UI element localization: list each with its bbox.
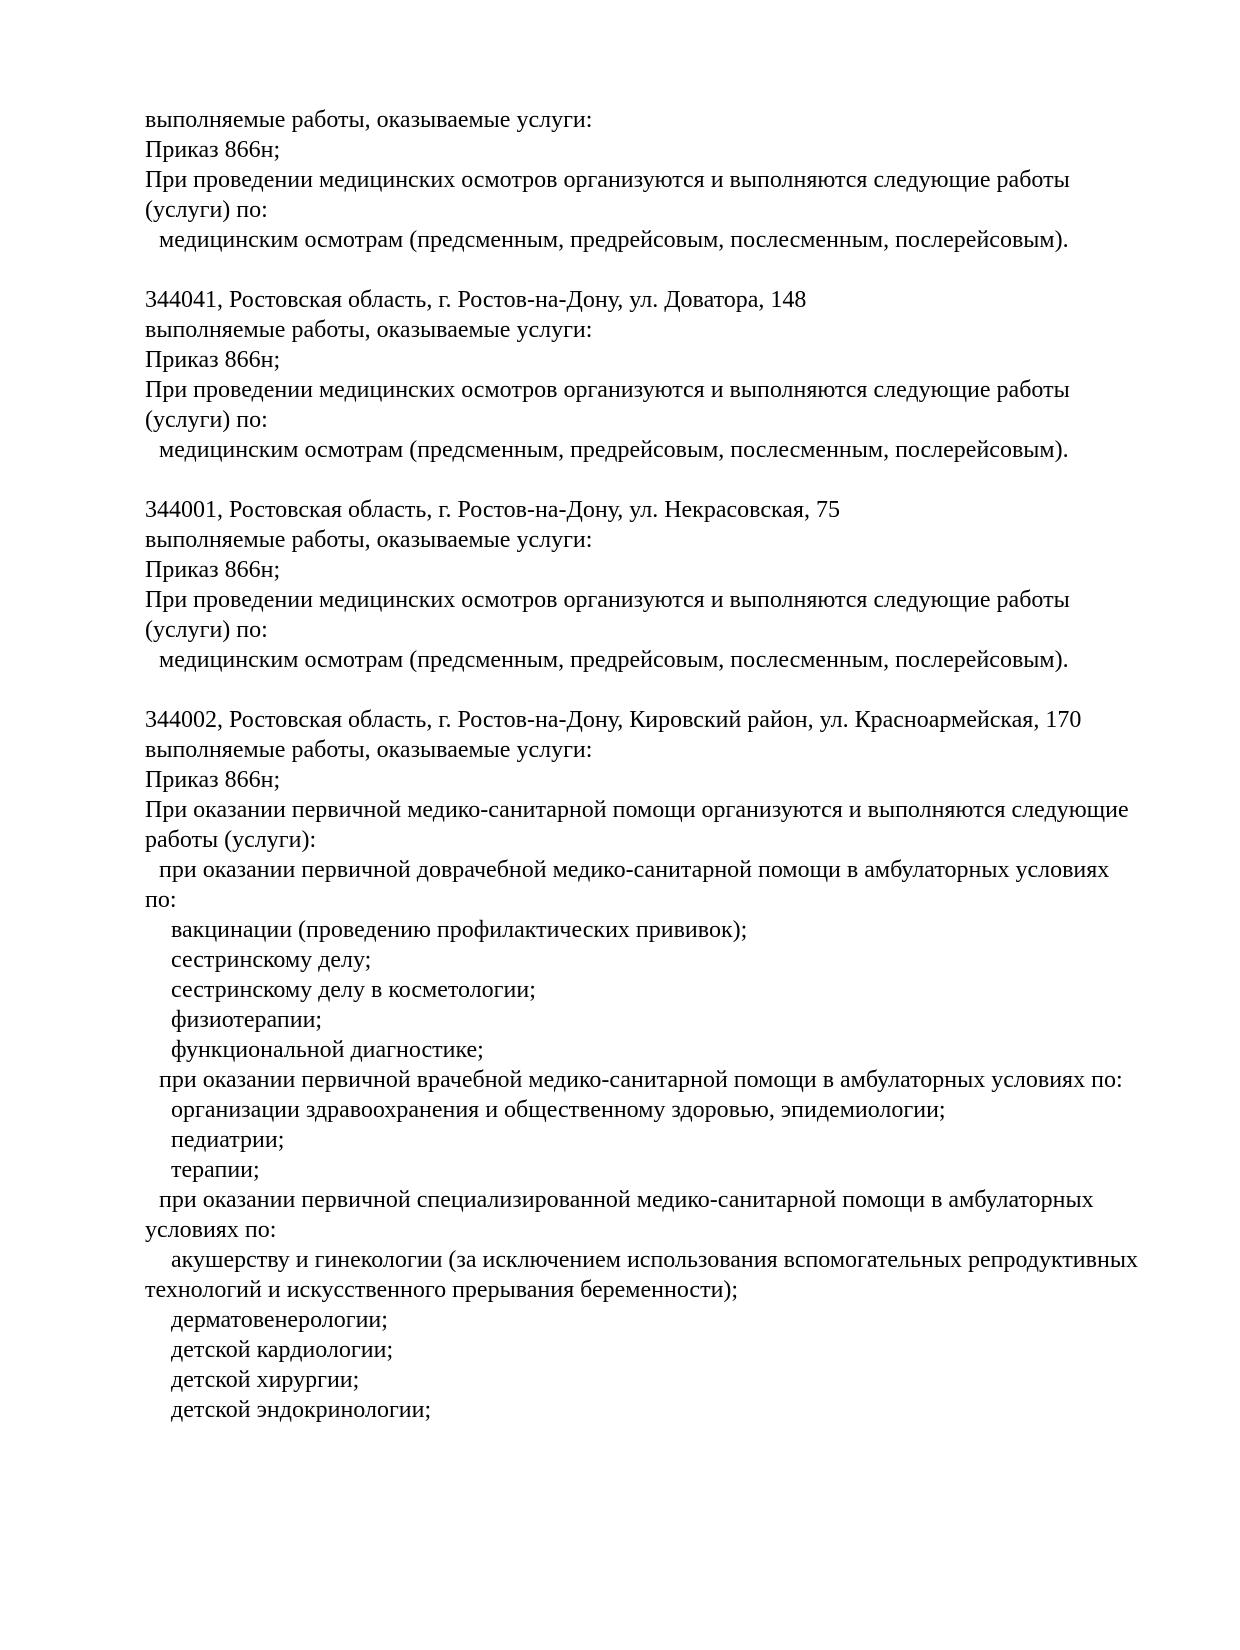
address-block-344002 [145,705,1138,1425]
document-line: вакцинации (проведению профилактических прививок); [171,917,748,943]
document-line: медицинским осмотрам (предсменным, предрейсовым, послесменным, послерейсовым). [159,647,1069,673]
document-line: При оказании первичной медико-санитарной помощи организуются и выполняются следующие [145,797,1129,823]
document-line: 344002, Ростовская область, г. Ростов-на-Дону, Кировский район, ул. Красноармейская, 170 [145,707,1082,733]
document-line: условиях по: [145,1217,277,1243]
document-line: функциональной диагностике; [171,1037,484,1063]
document-line: при оказании первичной доврачебной медико-санитарной помощи в амбулаторных условиях [159,857,1110,883]
document-line: (услуги) по: [145,197,268,223]
document-line: дерматовенерологии; [171,1307,388,1333]
address-block-344001 [145,495,1138,675]
document-line: детской эндокринологии; [171,1397,432,1423]
document-line: При проведении медицинских осмотров организуются и выполняются следующие работы [145,167,1070,193]
document-line: при оказании первичной специализированной медико-санитарной помощи в амбулаторных [159,1187,1094,1213]
document-line: сестринскому делу; [171,947,372,973]
document-line: физиотерапии; [171,1007,323,1033]
document-line: Приказ 866н; [145,137,281,163]
document-line: выполняемые работы, оказываемые услуги: [145,107,593,133]
document-line: (услуги) по: [145,617,268,643]
document-line: медицинским осмотрам (предсменным, предрейсовым, послесменным, послерейсовым). [159,437,1069,463]
document-line: технологий и искусственного прерывания беременности); [145,1277,739,1303]
services-block-continued [145,105,1138,255]
document-line: При проведении медицинских осмотров организуются и выполняются следующие работы [145,587,1070,613]
document-line: педиатрии; [171,1127,285,1153]
document-line: выполняемые работы, оказываемые услуги: [145,527,593,553]
document-line: Приказ 866н; [145,767,281,793]
document-line: детской кардиологии; [171,1337,394,1363]
document-line: выполняемые работы, оказываемые услуги: [145,317,593,343]
document-line: выполняемые работы, оказываемые услуги: [145,737,593,763]
document-line: работы (услуги): [145,827,317,853]
document-line: терапии; [171,1157,260,1183]
document-line: Приказ 866н; [145,347,281,373]
document-line: 344041, Ростовская область, г. Ростов-на-Дону, ул. Доватора, 148 [145,287,807,313]
document-line: организации здравоохранения и общественному здоровью, эпидемиологии; [171,1097,946,1123]
document-text [145,105,1138,1425]
document-line: (услуги) по: [145,407,268,433]
document-line: детской хирургии; [171,1367,360,1393]
document-line: 344001, Ростовская область, г. Ростов-на-Дону, ул. Некрасовская, 75 [145,497,840,523]
document-line: сестринскому делу в косметологии; [171,977,536,1003]
document-line: акушерству и гинекологии (за исключением использования вспомогательных репродуктивных [171,1247,1138,1273]
document-line: по: [145,887,177,913]
document-line: Приказ 866н; [145,557,281,583]
document-line: медицинским осмотрам (предсменным, предрейсовым, послесменным, послерейсовым). [159,227,1069,253]
address-block-344041 [145,285,1138,465]
document-line: при оказании первичной врачебной медико-санитарной помощи в амбулаторных условиях по: [159,1067,1123,1093]
document-line: При проведении медицинских осмотров организуются и выполняются следующие работы [145,377,1070,403]
